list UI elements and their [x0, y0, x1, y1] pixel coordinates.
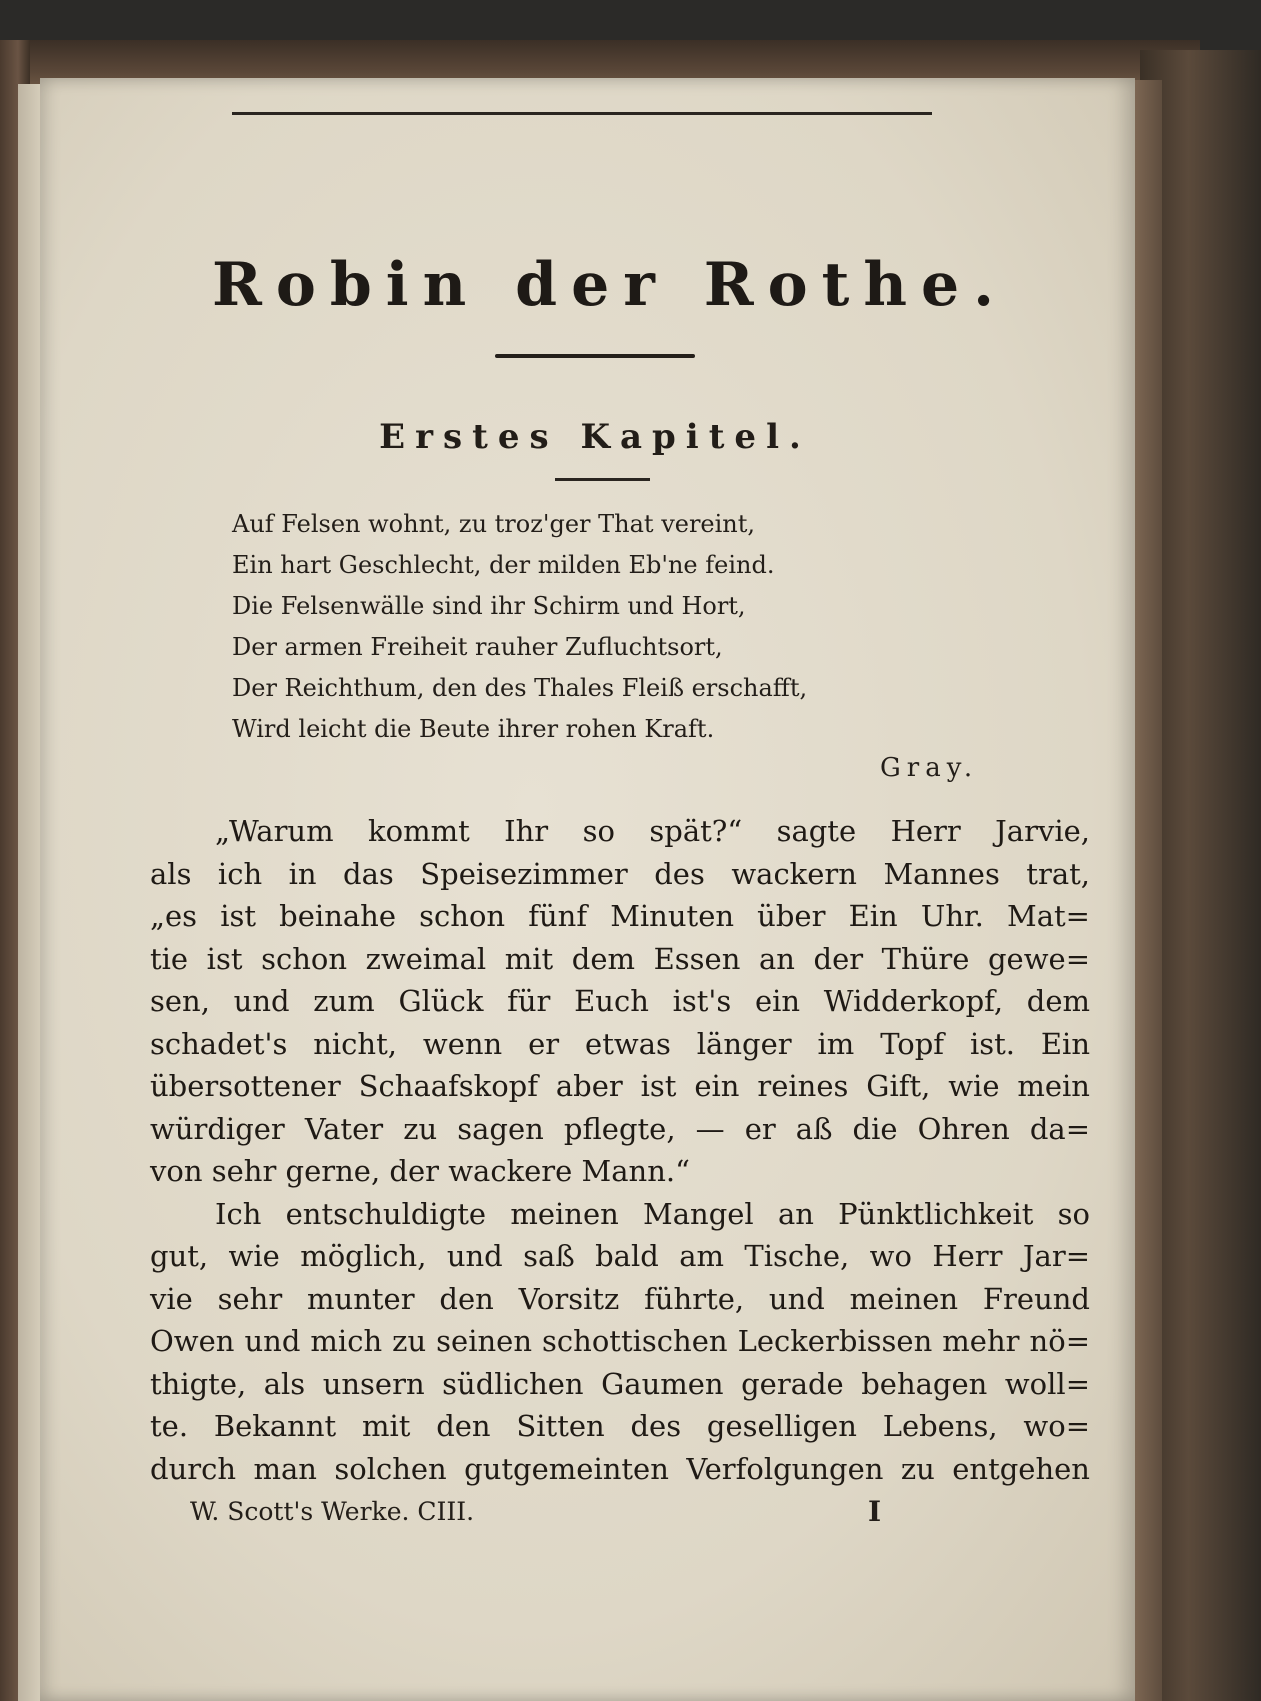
text-line: als ich in das Speisezimmer des wackern Mannes trat, — [150, 856, 1090, 891]
chapter-rule — [555, 478, 650, 481]
poem-line: Auf Felsen wohnt, zu troz'ger That vereint, — [232, 510, 756, 538]
poem-line: Wird leicht die Beute ihrer rohen Kraft. — [232, 715, 715, 743]
text-line: tie ist schon zweimal mit dem Essen an der Thüre gewe= — [150, 941, 1090, 976]
text-line: schadet's nicht, wenn er etwas länger im Topf ist. Ein — [150, 1026, 1090, 1061]
text-line: te. Bekannt mit den Sitten des geselligen Lebens, wo= — [150, 1409, 1090, 1443]
title-rule — [495, 354, 695, 358]
poem-line: Der Reichthum, den des Thales Fleiß erschafft, — [232, 674, 808, 702]
text-line: vie sehr munter den Vorsitz führte, und meinen Freund — [150, 1281, 1090, 1316]
poem-line: Ein hart Geschlecht, der milden Eb'ne feind. — [232, 551, 775, 579]
chapter-heading: Erstes Kapitel. — [379, 417, 811, 457]
poem-author: Gray. — [880, 753, 979, 783]
text-line: würdiger Vater zu sagen pflegte, — er aß die Ohren da= — [150, 1111, 1090, 1146]
text-line: thigte, als unsern südlichen Gaumen gerade behagen woll= — [150, 1366, 1090, 1401]
footer-signature: W. Scott's Werke. CIII. — [190, 1497, 475, 1526]
text-line: „Warum kommt Ihr so spät?“ sagte Herr Jarvie, — [215, 814, 1090, 848]
text-line: übersottener Schaafskopf aber ist ein reines Gift, wie mein — [150, 1069, 1090, 1103]
book-title: Robin der Rothe. — [211, 250, 1009, 320]
text-line: Owen und mich zu seinen schottischen Leckerbissen mehr nö= — [150, 1324, 1090, 1358]
poem-line: Der armen Freiheit rauher Zufluchtsort, — [232, 633, 723, 661]
text-line: durch man solchen gutgemeinten Verfolgungen zu entgehen — [150, 1451, 1090, 1486]
text-line: gut, wie möglich, und saß bald am Tische, wo Herr Jar= — [150, 1239, 1090, 1273]
text-line: „es ist beinahe schon fünf Minuten über Ein Uhr. Mat= — [150, 899, 1090, 933]
text-line: Ich entschuldigte meinen Mangel an Pünktlichkeit so — [215, 1196, 1090, 1231]
body-text — [150, 810, 1090, 1490]
sheet-mark: I — [868, 1495, 882, 1528]
epigraph-poem — [232, 504, 952, 750]
poem-line: Die Felsenwälle sind ihr Schirm und Hort, — [232, 592, 746, 620]
top-rule — [232, 112, 932, 115]
text-line: sen, und zum Glück für Euch ist's ein Widderkopf, dem — [150, 984, 1090, 1018]
text-line: von sehr gerne, der wackere Mann.“ — [150, 1154, 690, 1188]
